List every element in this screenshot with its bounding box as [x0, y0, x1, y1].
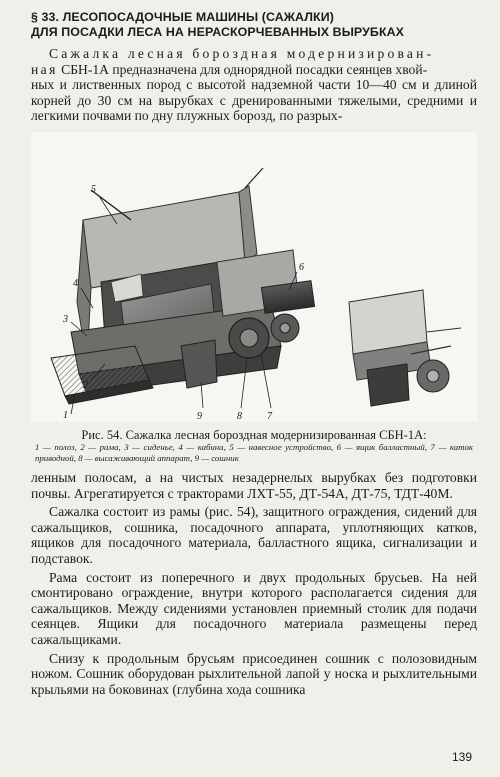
label-4: 4: [73, 277, 78, 289]
intro-rest: ных и лиственных пород с высотой надземной части 10—40 см и длиной корней до 30 см на вырубках с дренированными тяжелыми, средними и легкими почвами по дну плужных борозд, по разрых-: [31, 77, 477, 124]
intro-paragraph: [31, 46, 477, 124]
sowing-machine-illustration: [31, 132, 477, 422]
section-heading: [31, 10, 477, 40]
figure-54: [31, 132, 477, 422]
page: [31, 10, 477, 697]
heading-line-1: § 33. ЛЕСОПОСАДОЧНЫЕ МАШИНЫ (САЖАЛКИ): [31, 10, 334, 24]
label-1: 1: [63, 409, 68, 421]
label-5: 5: [91, 183, 96, 195]
label-6: 6: [299, 261, 304, 273]
intro-line-2-spaced: ная: [31, 61, 58, 77]
paragraph-structure: Сажалка состоит из рамы (рис. 54), защитного ограждения, сидений для сажальщиков, сошника, посадочного аппарата, уплотняющих катков, ящиков для посадочного материала, балластного ящика, сигнализации и подставок.: [31, 504, 477, 566]
label-7: 7: [267, 410, 272, 422]
caption-title: Рис. 54. Сажалка лесная бороздная модернизированная СБН-1А:: [81, 427, 427, 442]
caption-legend: 1 — полоз, 2 — рама, 3 — сиденье, 4 — кабина, 5 — навесное устройство, 6 — ящик балластный, 7 — каток приводной, 8 — высаживающий аппарат, 9 — сошник: [35, 441, 473, 463]
intro-line-2: [31, 62, 477, 78]
paragraph-coulter: Снизу к продольным брусьям присоединен сошник с полозовидным ножом. Сошник оборудован рыхлительной лапой у носка и рыхлительными крыльями на боковинах (глубина хода сошника: [31, 650, 477, 697]
label-3: 3: [63, 313, 68, 325]
label-8: 8: [237, 410, 242, 422]
figure-caption: [31, 428, 477, 464]
body-text: [31, 470, 477, 697]
page-number: 139: [451, 750, 472, 764]
paragraph-frame: Рама состоит из поперечного и двух продольных брусьев. На ней смонтировано ограждение, внутри которого располагается сидения для сажальщиков. Между сидениями установлен приемный столик для подачи сеянцев. Ящики для посадочного материала размещены перед сажальщиками.: [31, 569, 477, 647]
label-9: 9: [197, 410, 202, 422]
heading-line-2: ДЛЯ ПОСАДКИ ЛЕСА НА НЕРАСКОРЧЕВАННЫХ ВЫРУБКАХ: [31, 25, 405, 39]
label-2: 2: [83, 379, 88, 391]
intro-line-2-rest: СБН-1А предназначена для однорядной посадки сеянцев хвой-: [57, 61, 428, 77]
paragraph-continuation: ленным полосам, а на чистых незадернелых вырубках без подготовки почвы. Агрегатируется с тракторами ЛХТ-55, ДТ-54А, ДТ-75, ТДТ-40М.: [31, 469, 477, 501]
intro-spaced-line: Сажалка лесная бороздная модернизирован-: [49, 46, 435, 61]
